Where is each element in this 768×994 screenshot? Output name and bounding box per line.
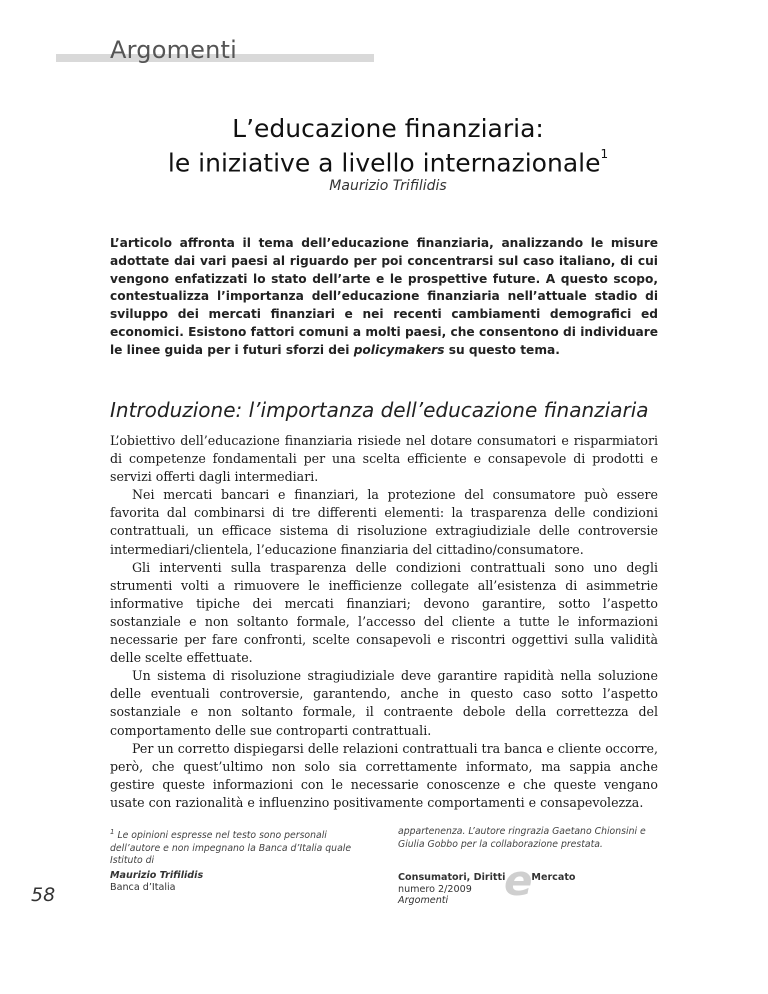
title-footnote-mark: 1 <box>600 147 609 161</box>
section-heading: Introduzione: l’importanza dell’educazione finanziaria <box>110 398 649 422</box>
footnote-mark: 1 <box>110 828 115 836</box>
journal-logo-e: e <box>504 856 533 905</box>
body-paragraph: L’obiettivo dell’educazione finanziaria risiede nel dotare consumatori e risparmiatori di competenze fondamentali per una scelta efficiente e consapevole di prodotti e servizi offerti dagli intermediari. <box>110 433 658 485</box>
article-body <box>110 432 658 812</box>
page-number: 58 <box>31 884 56 906</box>
section-label: Argomenti <box>110 36 238 64</box>
footer-affiliation: Banca d’Italia <box>110 881 176 893</box>
body-paragraph: Per un corretto dispiegarsi delle relazioni contrattuali tra banca e cliente occorre, però, che quest’ultimo non solo sia correttamente informato, ma sappia anche gestire queste informazioni con le necessarie conoscenze e che queste vengano usate con razionalità e influenzino positivamente comportamenti e consapevolezza. <box>110 740 658 810</box>
footnote-right-column: appartenenza. L’autore ringrazia Gaetano Chionsini e Giulia Gobbo per la collaborazione prestata. <box>398 826 646 850</box>
article-author: Maurizio Trifilidis <box>329 178 447 194</box>
journal-section: Argomenti <box>398 895 449 906</box>
abstract-italic-term: policymakers <box>353 342 445 357</box>
footnote-left-column: $^1$ Le opinioni espresse nel testo sono personali dell’autore e non impegnano la Banca d’Italia quale Istituto di <box>110 828 352 867</box>
author-affiliation <box>110 870 203 893</box>
article-abstract: L’articolo affronta il tema dell’educazione finanziaria, analizzando le misure adottate dai vari paesi al riguardo per poi concentrarsi sul caso italiano, di cui vengono enfatizzati lo stato dell’arte e le prospettive future. A questo scopo, contestualizza l’importanza dell’educazione finanziaria nell’attuale stadio di sviluppo dei mercati finanziari e nei recenti cambiamenti demografici ed economici. Esistono fattori comuni a molti paesi, che consentono di individuare le linee guida per i futuri sforzi dei policymakers su questo tema. <box>110 236 658 357</box>
body-paragraph: Gli interventi sulla trasparenza delle condizioni contrattuali sono uno degli strumenti volti a rimuovere le inefficienze collegate all’esistenza di asimmetrie informative tipiche dei mercati finanziari; devono garantire, sotto l’aspetto sostanziale e non soltanto formale, l’accesso del cliente a tutte le informazioni necessarie per fare confronti, scelte consapevoli e riscontri oggettivi sulla validità delle scelte effettuate. <box>110 559 658 666</box>
journal-info <box>398 856 576 907</box>
article-title-line2: le iniziative a livello internazionale$^1$ <box>167 147 609 178</box>
journal-issue: numero 2/2009 <box>398 883 472 895</box>
article-title-line1: L’educazione finanziaria: <box>232 114 544 143</box>
footer-author-name: Maurizio Trifilidis <box>110 870 204 881</box>
journal-title: e Consumatori, Diritti Mercato <box>398 856 576 905</box>
body-paragraph: Un sistema di risoluzione stragiudiziale deve garantire rapidità nella soluzione delle eventuali controversie, garantendo, anche in questo caso sotto l’aspetto sostanziale e non soltanto formale, il contraente debole della correttezza del comportamento delle sue controparti contrattuali. <box>110 668 658 738</box>
body-paragraph: Nei mercati bancari e finanziari, la protezione del consumatore può essere favorita dal combinarsi di tre differenti elementi: la trasparenza delle condizioni contrattuali, un efficace sistema di risoluzione extragiudiziale delle controversie intermediari/clientela, l’educazione finanziaria del cittadino/consumatore. <box>110 487 658 557</box>
